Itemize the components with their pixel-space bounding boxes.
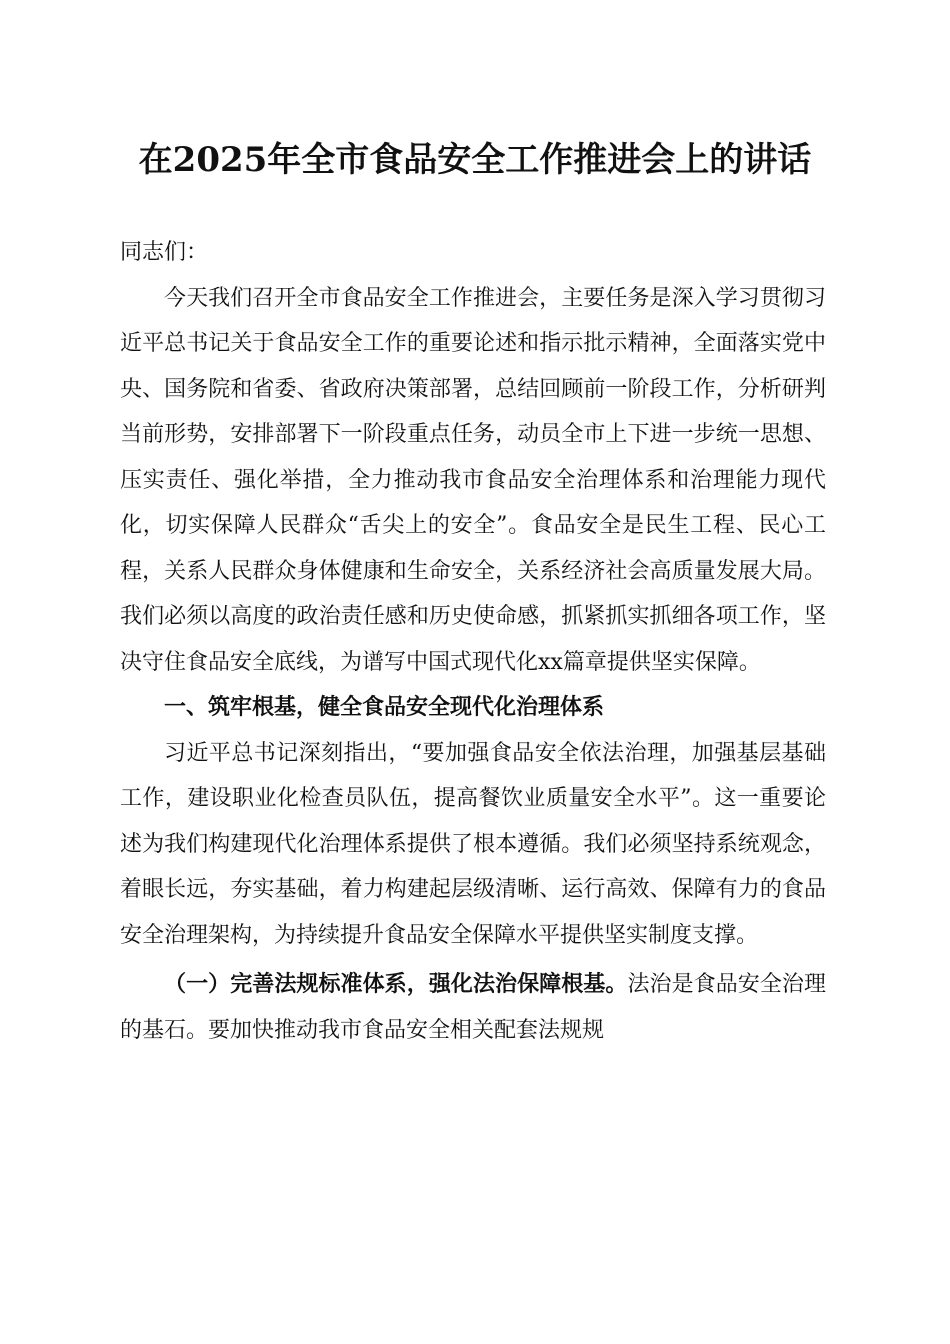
subsection-1-text: 法治是食品安全治理的基石。要加快推动我市食品安全相关配套法规规: [120, 972, 826, 1043]
intro-paragraph: 今天我们召开全市食品安全工作推进会，主要任务是深入学习贯彻习近平总书记关于食品安全工作的重要论述和指示批示精神，全面落实党中央、国务院和省委、省政府决策部署，总结回顾前一阶段工作，分析研判当前形势，安排部署下一阶段重点任务，动员全市上下进一步统一思想、压实责任、强化举措，全力推动我市食品安全治理体系和治理能力现代化，切实保障人民群众“舌尖上的安全”。食品安全是民生工程、民心工程，关系人民群众身体健康和生命安全，关系经济社会高质量发展大局。我们必须以高度的政治责任感和历史使命感，抓紧抓实抓细各项工作，坚决守住食品安全底线，为谱写中国式现代化xx篇章提供坚实保障。: [120, 285, 826, 675]
document-title: 在2025年全市食品安全工作推进会上的讲话: [138, 140, 812, 180]
document-body: [120, 230, 826, 1053]
subsection-1-heading: （一）完善法规标准体系，强化法治保障根基。: [164, 971, 628, 997]
subsection-1-paragraph: [120, 962, 826, 1053]
salutation: 同志们：: [120, 240, 209, 265]
section-1-heading: 一、筑牢根基，健全食品安全现代化治理体系: [164, 695, 605, 720]
section-1-paragraph: 习近平总书记深刻指出，“要加强食品安全依法治理，加强基层基础工作，建设职业化检查员队伍，提高餐饮业质量安全水平”。这一重要论述为我们构建现代化治理体系提供了根本遵循。我们必须坚持系统观念，着眼长远，夯实基础，着力构建起层级清晰、运行高效、保障有力的食品安全治理架构，为持续提升食品安全保障水平提供坚实制度支撑。: [120, 740, 826, 948]
